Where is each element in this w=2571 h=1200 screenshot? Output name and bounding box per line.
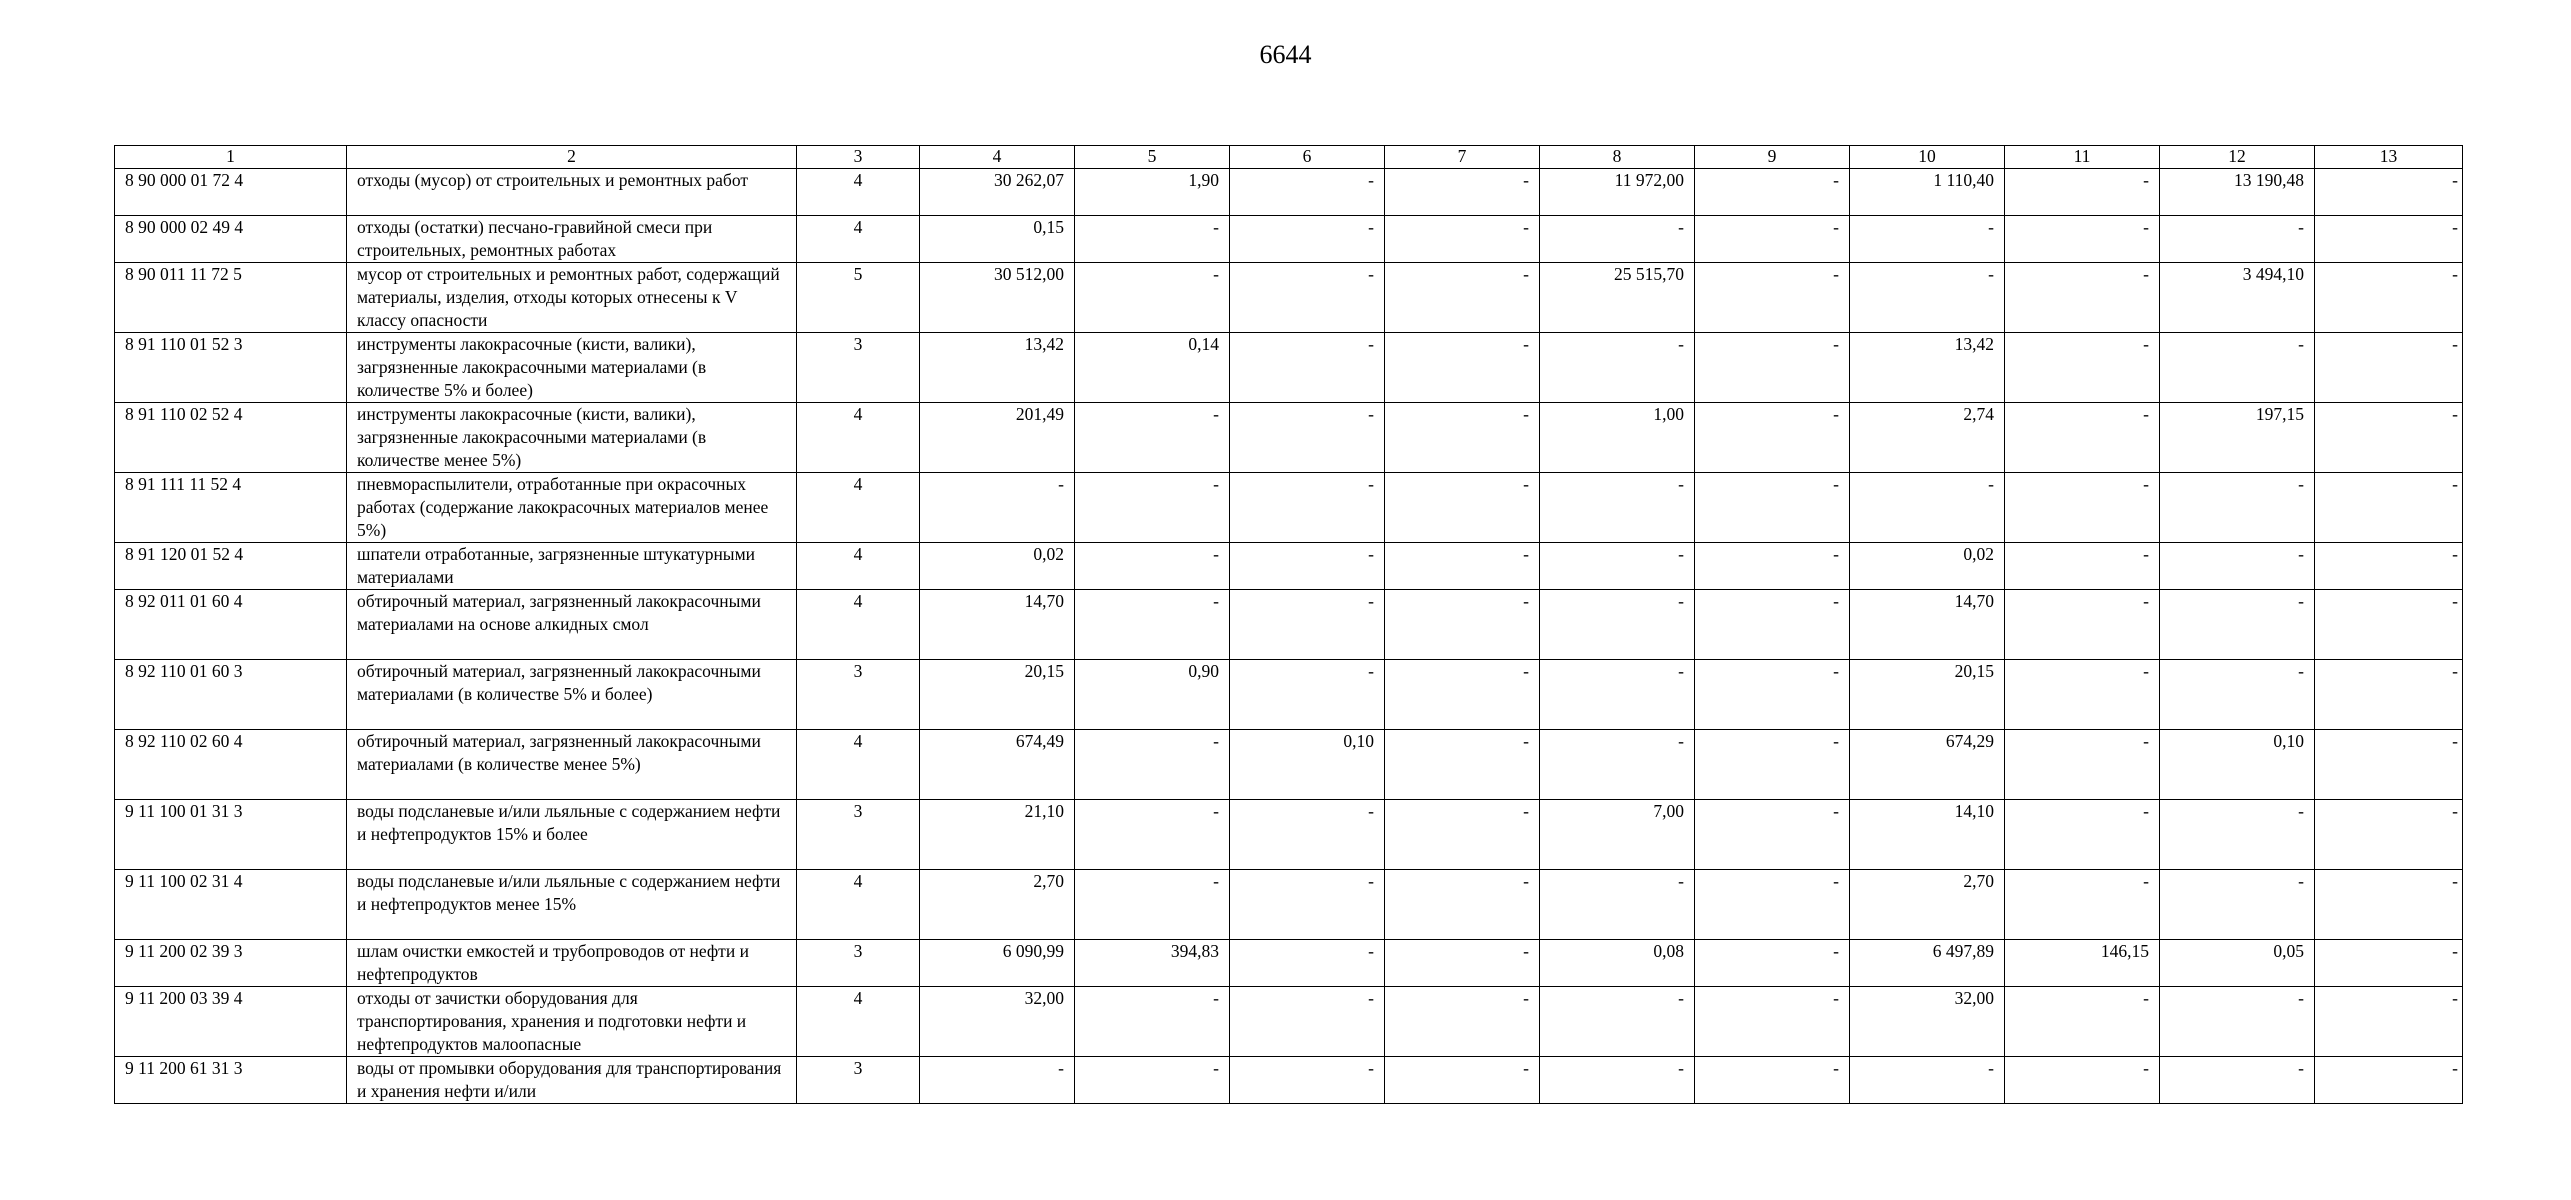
waste-name-cell: воды подсланевые и/или льяльные с содержанием нефти и нефтепродуктов менее 15% [347, 870, 797, 940]
col-13-cell: - [2315, 263, 2463, 333]
col-10-cell: 1 110,40 [1850, 169, 2005, 216]
waste-code-cell: 8 92 011 01 60 4 [115, 590, 347, 660]
waste-name-cell: воды подсланевые и/или льяльные с содержанием нефти и нефтепродуктов 15% и более [347, 800, 797, 870]
waste-code-cell: 9 11 200 61 31 3 [115, 1057, 347, 1104]
col-10-cell: 2,74 [1850, 403, 2005, 473]
hazard-class-cell: 4 [797, 216, 920, 263]
col-6-cell: - [1230, 543, 1385, 590]
col-12-cell: 3 494,10 [2160, 263, 2315, 333]
col-5-cell: - [1075, 1057, 1230, 1104]
table-row [115, 987, 2463, 1057]
column-header-5: 5 [1075, 146, 1230, 169]
hazard-class-cell: 4 [797, 543, 920, 590]
table-row [115, 590, 2463, 660]
col-10-cell: 32,00 [1850, 987, 2005, 1057]
column-header-10: 10 [1850, 146, 2005, 169]
col-4-cell: 20,15 [920, 660, 1075, 730]
col-11-cell: - [2005, 870, 2160, 940]
col-7-cell: - [1385, 730, 1540, 800]
col-5-cell: - [1075, 987, 1230, 1057]
col-7-cell: - [1385, 660, 1540, 730]
table-row [115, 800, 2463, 870]
waste-name-cell: обтирочный материал, загрязненный лакокрасочными материалами (в количестве 5% и более) [347, 660, 797, 730]
waste-code-cell: 8 91 111 11 52 4 [115, 473, 347, 543]
col-12-cell: - [2160, 473, 2315, 543]
col-11-cell: - [2005, 590, 2160, 660]
table-row [115, 403, 2463, 473]
col-11-cell: - [2005, 263, 2160, 333]
col-5-cell: - [1075, 543, 1230, 590]
col-9-cell: - [1695, 333, 1850, 403]
column-header-11: 11 [2005, 146, 2160, 169]
col-12-cell: 0,10 [2160, 730, 2315, 800]
waste-code-cell: 8 91 110 02 52 4 [115, 403, 347, 473]
col-12-cell: - [2160, 590, 2315, 660]
col-12-cell: 13 190,48 [2160, 169, 2315, 216]
column-header-2: 2 [347, 146, 797, 169]
col-8-cell: - [1540, 543, 1695, 590]
col-10-cell: - [1850, 1057, 2005, 1104]
waste-name-cell: пневмораспылители, отработанные при окрасочных работах (содержание лакокрасочных материалов менее 5%) [347, 473, 797, 543]
hazard-class-cell: 3 [797, 1057, 920, 1104]
col-5-cell: - [1075, 263, 1230, 333]
hazard-class-cell: 4 [797, 473, 920, 543]
table-row [115, 1057, 2463, 1104]
col-13-cell: - [2315, 543, 2463, 590]
col-5-cell: 1,90 [1075, 169, 1230, 216]
col-11-cell: - [2005, 403, 2160, 473]
col-7-cell: - [1385, 263, 1540, 333]
col-7-cell: - [1385, 1057, 1540, 1104]
col-5-cell: - [1075, 403, 1230, 473]
col-6-cell: - [1230, 987, 1385, 1057]
col-9-cell: - [1695, 216, 1850, 263]
col-6-cell: - [1230, 800, 1385, 870]
col-4-cell: 201,49 [920, 403, 1075, 473]
col-11-cell: - [2005, 333, 2160, 403]
col-10-cell: 14,70 [1850, 590, 2005, 660]
col-13-cell: - [2315, 1057, 2463, 1104]
col-10-cell: 0,02 [1850, 543, 2005, 590]
waste-code-cell: 8 92 110 01 60 3 [115, 660, 347, 730]
col-6-cell: - [1230, 333, 1385, 403]
hazard-class-cell: 5 [797, 263, 920, 333]
col-4-cell: 14,70 [920, 590, 1075, 660]
col-9-cell: - [1695, 660, 1850, 730]
col-12-cell: 0,05 [2160, 940, 2315, 987]
col-10-cell: 20,15 [1850, 660, 2005, 730]
col-13-cell: - [2315, 333, 2463, 403]
table-row [115, 263, 2463, 333]
col-4-cell: 13,42 [920, 333, 1075, 403]
col-8-cell: 0,08 [1540, 940, 1695, 987]
col-9-cell: - [1695, 800, 1850, 870]
col-11-cell: 146,15 [2005, 940, 2160, 987]
col-8-cell: - [1540, 660, 1695, 730]
col-11-cell: - [2005, 473, 2160, 543]
col-5-cell: - [1075, 730, 1230, 800]
col-7-cell: - [1385, 169, 1540, 216]
col-13-cell: - [2315, 730, 2463, 800]
waste-name-cell: отходы (мусор) от строительных и ремонтных работ [347, 169, 797, 216]
waste-name-cell: воды от промывки оборудования для транспортирования и хранения нефти и/или [347, 1057, 797, 1104]
hazard-class-cell: 4 [797, 987, 920, 1057]
col-8-cell: - [1540, 216, 1695, 263]
col-4-cell: - [920, 1057, 1075, 1104]
hazard-class-cell: 4 [797, 403, 920, 473]
column-header-7: 7 [1385, 146, 1540, 169]
col-8-cell: - [1540, 590, 1695, 660]
col-4-cell: 21,10 [920, 800, 1075, 870]
col-8-cell: - [1540, 473, 1695, 543]
col-4-cell: 0,02 [920, 543, 1075, 590]
col-4-cell: 30 512,00 [920, 263, 1075, 333]
col-9-cell: - [1695, 940, 1850, 987]
col-9-cell: - [1695, 473, 1850, 543]
waste-code-cell: 8 90 011 11 72 5 [115, 263, 347, 333]
table-row [115, 216, 2463, 263]
waste-name-cell: обтирочный материал, загрязненный лакокрасочными материалами (в количестве менее 5%) [347, 730, 797, 800]
col-6-cell: - [1230, 870, 1385, 940]
waste-code-cell: 8 92 110 02 60 4 [115, 730, 347, 800]
col-10-cell: 14,10 [1850, 800, 2005, 870]
col-7-cell: - [1385, 216, 1540, 263]
column-header-13: 13 [2315, 146, 2463, 169]
col-4-cell: 2,70 [920, 870, 1075, 940]
table-row [115, 543, 2463, 590]
col-7-cell: - [1385, 987, 1540, 1057]
col-7-cell: - [1385, 940, 1540, 987]
col-8-cell: - [1540, 987, 1695, 1057]
hazard-class-cell: 4 [797, 870, 920, 940]
col-9-cell: - [1695, 263, 1850, 333]
col-11-cell: - [2005, 1057, 2160, 1104]
waste-code-cell: 9 11 200 03 39 4 [115, 987, 347, 1057]
col-4-cell: 30 262,07 [920, 169, 1075, 216]
header-row [115, 146, 2463, 169]
col-13-cell: - [2315, 473, 2463, 543]
col-7-cell: - [1385, 590, 1540, 660]
column-header-8: 8 [1540, 146, 1695, 169]
col-5-cell: - [1075, 800, 1230, 870]
table-body [115, 169, 2463, 1104]
column-header-1: 1 [115, 146, 347, 169]
table-row [115, 169, 2463, 216]
col-7-cell: - [1385, 333, 1540, 403]
col-8-cell: - [1540, 730, 1695, 800]
col-10-cell: 13,42 [1850, 333, 2005, 403]
col-8-cell: - [1540, 1057, 1695, 1104]
col-8-cell: - [1540, 870, 1695, 940]
waste-name-cell: шлам очистки емкостей и трубопроводов от нефти и нефтепродуктов [347, 940, 797, 987]
col-8-cell: 25 515,70 [1540, 263, 1695, 333]
col-6-cell: - [1230, 660, 1385, 730]
table-row [115, 660, 2463, 730]
col-9-cell: - [1695, 987, 1850, 1057]
table-row [115, 333, 2463, 403]
col-9-cell: - [1695, 169, 1850, 216]
column-header-6: 6 [1230, 146, 1385, 169]
col-13-cell: - [2315, 169, 2463, 216]
table-row [115, 730, 2463, 800]
col-5-cell: - [1075, 870, 1230, 940]
col-6-cell: 0,10 [1230, 730, 1385, 800]
col-9-cell: - [1695, 870, 1850, 940]
col-7-cell: - [1385, 403, 1540, 473]
col-8-cell: - [1540, 333, 1695, 403]
waste-name-cell: шпатели отработанные, загрязненные штукатурными материалами [347, 543, 797, 590]
waste-code-cell: 9 11 200 02 39 3 [115, 940, 347, 987]
hazard-class-cell: 3 [797, 660, 920, 730]
col-9-cell: - [1695, 543, 1850, 590]
column-header-3: 3 [797, 146, 920, 169]
col-10-cell: - [1850, 263, 2005, 333]
col-6-cell: - [1230, 1057, 1385, 1104]
col-4-cell: 674,49 [920, 730, 1075, 800]
col-5-cell: - [1075, 473, 1230, 543]
table-row [115, 940, 2463, 987]
table-header [115, 146, 2463, 169]
col-4-cell: 32,00 [920, 987, 1075, 1057]
col-11-cell: - [2005, 216, 2160, 263]
col-13-cell: - [2315, 870, 2463, 940]
waste-name-cell: отходы от зачистки оборудования для транспортирования, хранения и подготовки нефти и нефтепродуктов малоопасные [347, 987, 797, 1057]
page-number: 6644 [1259, 40, 1312, 69]
col-10-cell: - [1850, 216, 2005, 263]
col-6-cell: - [1230, 216, 1385, 263]
col-7-cell: - [1385, 543, 1540, 590]
col-5-cell: 394,83 [1075, 940, 1230, 987]
waste-code-cell: 8 90 000 01 72 4 [115, 169, 347, 216]
col-10-cell: 674,29 [1850, 730, 2005, 800]
waste-code-cell: 8 91 120 01 52 4 [115, 543, 347, 590]
hazard-class-cell: 3 [797, 800, 920, 870]
col-12-cell: - [2160, 660, 2315, 730]
col-4-cell: 0,15 [920, 216, 1075, 263]
col-11-cell: - [2005, 800, 2160, 870]
col-12-cell: 197,15 [2160, 403, 2315, 473]
col-5-cell: - [1075, 590, 1230, 660]
col-13-cell: - [2315, 940, 2463, 987]
col-6-cell: - [1230, 590, 1385, 660]
col-8-cell: 1,00 [1540, 403, 1695, 473]
col-8-cell: 11 972,00 [1540, 169, 1695, 216]
col-10-cell: - [1850, 473, 2005, 543]
col-11-cell: - [2005, 730, 2160, 800]
waste-name-cell: отходы (остатки) песчано-гравийной смеси при строительных, ремонтных работах [347, 216, 797, 263]
table-row [115, 870, 2463, 940]
waste-code-cell: 8 91 110 01 52 3 [115, 333, 347, 403]
column-header-9: 9 [1695, 146, 1850, 169]
col-13-cell: - [2315, 403, 2463, 473]
col-4-cell: 6 090,99 [920, 940, 1075, 987]
col-6-cell: - [1230, 403, 1385, 473]
col-9-cell: - [1695, 590, 1850, 660]
waste-code-cell: 9 11 100 01 31 3 [115, 800, 347, 870]
col-11-cell: - [2005, 543, 2160, 590]
col-7-cell: - [1385, 800, 1540, 870]
col-11-cell: - [2005, 660, 2160, 730]
col-6-cell: - [1230, 263, 1385, 333]
col-13-cell: - [2315, 216, 2463, 263]
waste-name-cell: инструменты лакокрасочные (кисти, валики), загрязненные лакокрасочными материалами (в количестве менее 5%) [347, 403, 797, 473]
col-4-cell: - [920, 473, 1075, 543]
col-13-cell: - [2315, 660, 2463, 730]
col-7-cell: - [1385, 473, 1540, 543]
col-12-cell: - [2160, 333, 2315, 403]
col-9-cell: - [1695, 730, 1850, 800]
col-12-cell: - [2160, 800, 2315, 870]
waste-name-cell: инструменты лакокрасочные (кисти, валики), загрязненные лакокрасочными материалами (в количестве 5% и более) [347, 333, 797, 403]
col-6-cell: - [1230, 473, 1385, 543]
col-5-cell: - [1075, 216, 1230, 263]
col-8-cell: 7,00 [1540, 800, 1695, 870]
col-9-cell: - [1695, 403, 1850, 473]
hazard-class-cell: 4 [797, 730, 920, 800]
table-row [115, 473, 2463, 543]
col-13-cell: - [2315, 590, 2463, 660]
col-13-cell: - [2315, 800, 2463, 870]
col-12-cell: - [2160, 870, 2315, 940]
col-12-cell: - [2160, 987, 2315, 1057]
waste-name-cell: мусор от строительных и ремонтных работ, содержащий материалы, изделия, отходы которых отнесены к V классу опасности [347, 263, 797, 333]
col-10-cell: 6 497,89 [1850, 940, 2005, 987]
waste-table [114, 145, 2463, 1104]
hazard-class-cell: 3 [797, 333, 920, 403]
col-12-cell: - [2160, 543, 2315, 590]
col-11-cell: - [2005, 987, 2160, 1057]
col-7-cell: - [1385, 870, 1540, 940]
col-6-cell: - [1230, 940, 1385, 987]
col-13-cell: - [2315, 987, 2463, 1057]
hazard-class-cell: 4 [797, 590, 920, 660]
column-header-12: 12 [2160, 146, 2315, 169]
col-10-cell: 2,70 [1850, 870, 2005, 940]
col-11-cell: - [2005, 169, 2160, 216]
col-6-cell: - [1230, 169, 1385, 216]
waste-name-cell: обтирочный материал, загрязненный лакокрасочными материалами на основе алкидных смол [347, 590, 797, 660]
col-5-cell: 0,14 [1075, 333, 1230, 403]
hazard-class-cell: 3 [797, 940, 920, 987]
col-9-cell: - [1695, 1057, 1850, 1104]
col-12-cell: - [2160, 216, 2315, 263]
col-12-cell: - [2160, 1057, 2315, 1104]
hazard-class-cell: 4 [797, 169, 920, 216]
column-header-4: 4 [920, 146, 1075, 169]
waste-code-cell: 8 90 000 02 49 4 [115, 216, 347, 263]
waste-code-cell: 9 11 100 02 31 4 [115, 870, 347, 940]
col-5-cell: 0,90 [1075, 660, 1230, 730]
